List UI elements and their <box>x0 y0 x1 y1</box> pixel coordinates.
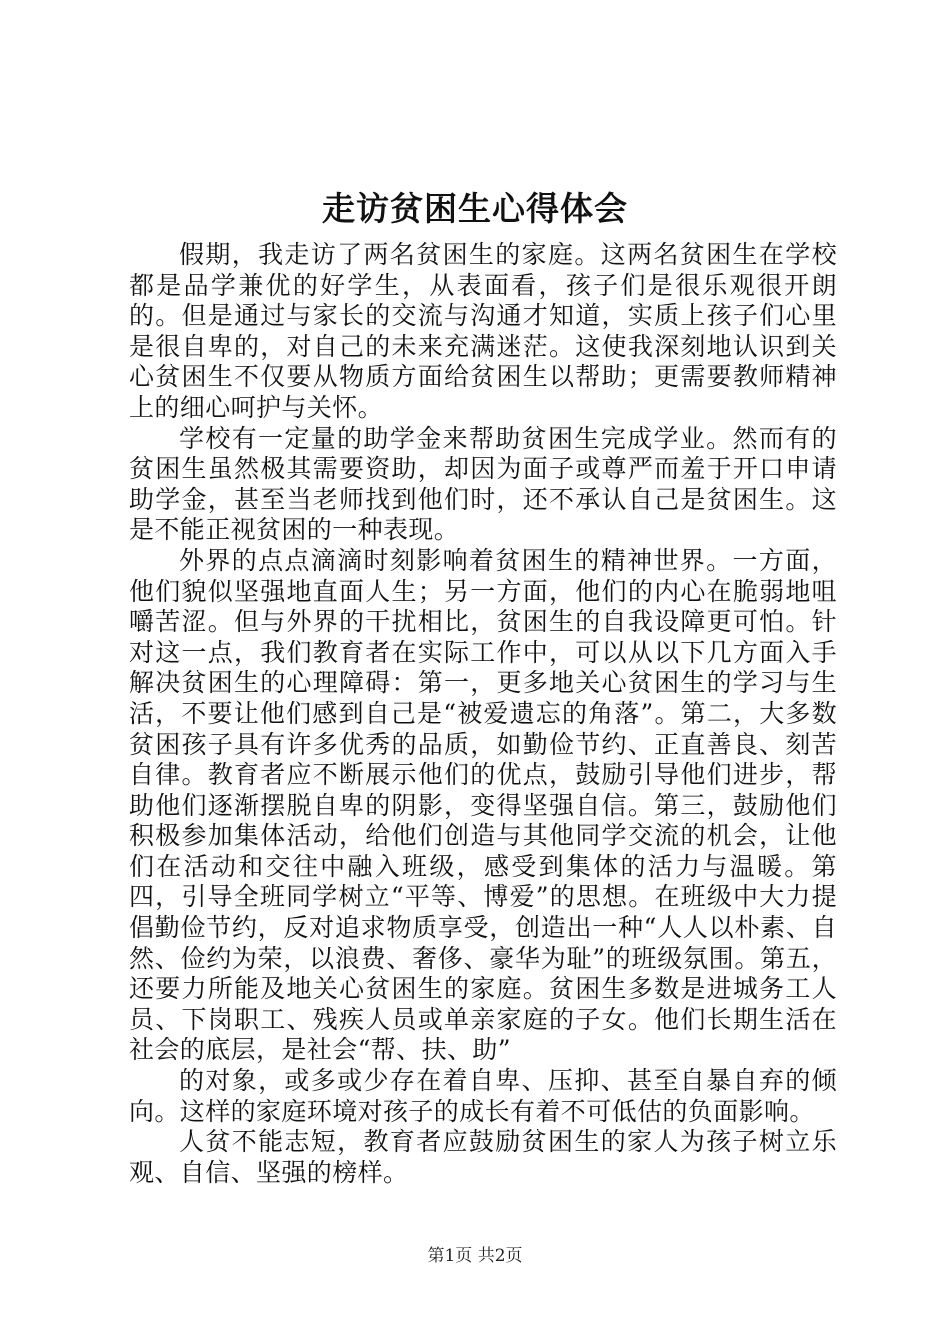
page-number-footer: 第1页 共2页 <box>427 1246 523 1266</box>
paragraph-5: 人贫不能志短，教育者应鼓励贫困生的家人为孩子树立乐观、自信、坚强的榜样。 <box>129 1127 837 1187</box>
document-body <box>129 240 837 1188</box>
document-title: 走访贫困生心得体会 <box>322 189 628 228</box>
paragraph-2: 学校有一定量的助学金来帮助贫困生完成学业。然而有的贫困生虽然极其需要资助，却因为面子或尊严而羞于开口申请助学金，甚至当老师找到他们时，还不承认自己是贫困生。这是不能正视贫困的一种表现。 <box>129 423 837 545</box>
paragraph-3: 外界的点点滴滴时刻影响着贫困生的精神世界。一方面，他们貌似坚强地直面人生；另一方面，他们的内心在脆弱地咀嚼苦涩。但与外界的干扰相比，贫困生的自我设障更可怕。针对这一点，我们教育者在实际工作中，可以从以下几方面入手解决贫困生的心理障碍：第一，更多地关心贫困生的学习与生活，不要让他们感到自己是“被爱遗忘的角落”。第二，大多数贫困孩子具有许多优秀的品质，如勤俭节约、正直善良、刻苦自律。教育者应不断展示他们的优点，鼓励引导他们进步，帮助他们逐渐摆脱自卑的阴影，变得坚强自信。第三，鼓励他们积极参加集体活动，给他们创造与其他同学交流的机会，让他们在活动和交往中融入班级，感受到集体的活力与温暖。第四，引导全班同学树立“平等、博爱”的思想。在班级中大力提倡勤俭节约，反对追求物质享受，创造出一种“人人以朴素、自然、俭约为荣，以浪费、奢侈、豪华为耻”的班级氛围。第五，还要力所能及地关心贫困生的家庭。贫困生多数是进城务工人员、下岗职工、残疾人员或单亲家庭的子女。他们长期生活在社会的底层，是社会“帮、扶、助” <box>129 545 837 1065</box>
paragraph-1: 假期，我走访了两名贫困生的家庭。这两名贫困生在学校都是品学兼优的好学生，从表面看，孩子们是很乐观很开朗的。但是通过与家长的交流与沟通才知道，实质上孩子们心里是很自卑的，对自己的未来充满迷茫。这使我深刻地认识到关心贫困生不仅要从物质方面给贫困生以帮助；更需要教师精神上的细心呵护与关怀。 <box>129 240 837 422</box>
paragraph-4: 的对象，或多或少存在着自卑、压抑、甚至自暴自弃的倾向。这样的家庭环境对孩子的成长有着不可低估的负面影响。 <box>129 1066 837 1126</box>
